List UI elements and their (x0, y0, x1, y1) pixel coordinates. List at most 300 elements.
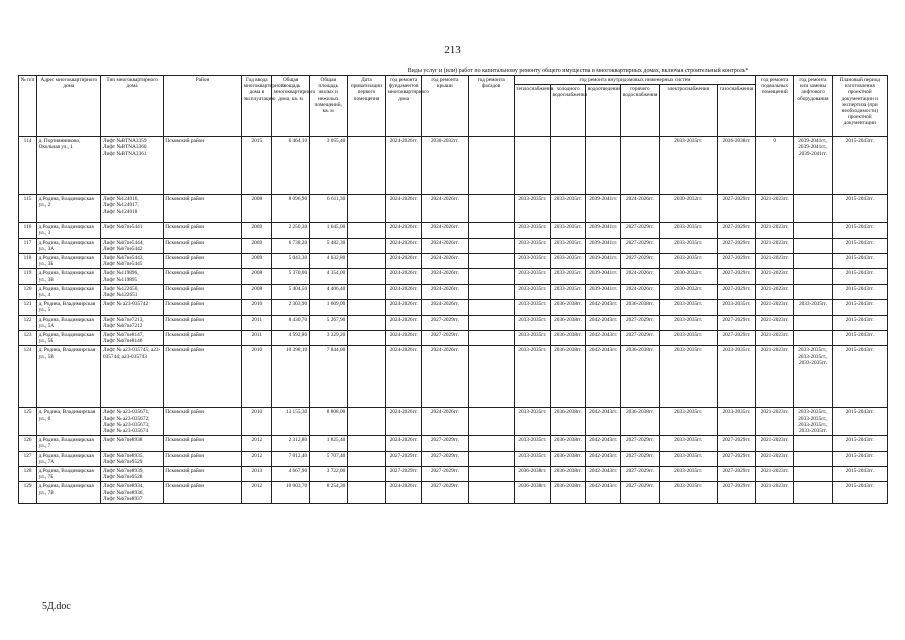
cell-addr: д.Родина, Владимирская ул., 7В (37, 482, 101, 504)
cell-year: 2015 (242, 137, 272, 195)
cell-res: 4 406,40 (309, 284, 347, 299)
cell-hot: 2024-2026гг. (621, 269, 659, 284)
cell-gas: 2027-2029гг. (717, 284, 755, 299)
cell-total: 2 303,90 (272, 300, 309, 315)
cell-hot: 2027-2029гг. (621, 451, 659, 466)
cell-hot: 2027-2029гг. (621, 223, 659, 238)
cell-base: 2021-2023гг. (756, 269, 794, 284)
cell-total: 10 003,70 (272, 482, 309, 504)
cell-sewer: 2042-2043гг. (586, 436, 621, 451)
capital-repair-table (18, 75, 888, 504)
cell-addr: д. Портнянниково, Окольная ул., 1 (37, 137, 101, 195)
cell-district: Псковский район (163, 284, 241, 299)
cell-fund: 2024-2026гг. (386, 284, 422, 299)
cell-district: Псковский район (163, 408, 241, 436)
cell-lift (794, 331, 832, 346)
cell-gas: 2036-2038гг. (717, 137, 755, 195)
cell-sewer: 2042-2043гг. (586, 331, 621, 346)
cell-n: 124 (19, 346, 37, 408)
table-row (19, 346, 888, 408)
cell-cold (550, 137, 585, 195)
cell-roof: 2024-2026гг. (422, 284, 468, 299)
cell-year: 2011 (242, 331, 272, 346)
cell-base: 2021-2023гг. (756, 254, 794, 269)
cell-addr: д. Родина, Владимирская ул., 6 (37, 408, 101, 436)
cell-hot: 2036-2038гг. (621, 346, 659, 408)
cell-year: 2010 (242, 408, 272, 436)
cell-facade (468, 223, 514, 238)
cell-gas: 2033-2035гг. (717, 346, 755, 408)
cell-total: 2 312,80 (272, 436, 309, 451)
cell-addr: д.Родина, Владимирская ул., 7 (37, 436, 101, 451)
header-sewer: водоотведения (586, 85, 621, 137)
table-row (19, 451, 888, 466)
cell-addr: д.Родина, Владимирская ул., 5Б (37, 331, 101, 346)
cell-facade (468, 346, 514, 408)
cell-district: Псковский район (163, 238, 241, 253)
cell-year: 2009 (242, 223, 272, 238)
cell-lift: 2033-2035гг., 2033-2035гг., 2033-2035гг., 2033-2035гг. (794, 408, 832, 436)
cell-n: 121 (19, 300, 37, 315)
cell-heat (514, 137, 550, 195)
cell-facade (468, 315, 514, 330)
cell-res: 3 329,20 (309, 331, 347, 346)
cell-res: 7 844,00 (309, 346, 347, 408)
cell-n: 129 (19, 482, 37, 504)
cell-res: 5 707,40 (309, 451, 347, 466)
cell-cold: 2033-2035гг. (550, 284, 585, 299)
cell-facade (468, 300, 514, 315)
cell-cold: 2036-2038гг. (550, 482, 585, 504)
cell-base: 2021-2023гг. (756, 331, 794, 346)
cell-cold: 2036-2038гг. (550, 300, 585, 315)
cell-hot: 2027-2029гг. (621, 315, 659, 330)
cell-addr: д.Родина, Владимирская ул., 7А (37, 451, 101, 466)
cell-lift: 2033-2035гг., 2033-2035гг., 2033-2035гг. (794, 346, 832, 408)
cell-priv (347, 269, 385, 284)
header-privatization: Дата приватизации первого помещения (347, 76, 385, 137)
cell-res: 8 808,00 (309, 408, 347, 436)
cell-type: Лифт №b7ne8934, Лифт №b7ne8936, Лифт №b7ne8937 (101, 482, 163, 504)
cell-total: 10 398,10 (272, 346, 309, 408)
cell-priv (347, 467, 385, 482)
cell-base: 2021-2023гг. (756, 300, 794, 315)
cell-n: 123 (19, 331, 37, 346)
cell-n: 116 (19, 223, 37, 238)
cell-el: 2033-2035гг. (659, 300, 717, 315)
table-row (19, 195, 888, 223)
cell-n: 120 (19, 284, 37, 299)
cell-cold: 2036-2038гг. (550, 331, 585, 346)
cell-roof: 2027-2029гг. (422, 331, 468, 346)
table-row (19, 331, 888, 346)
cell-cold: 2033-2035гг. (550, 195, 585, 223)
cell-type: Лифт №119896, Лифт №119895 (101, 269, 163, 284)
cell-design: 2015-2043гг. (832, 346, 887, 408)
cell-facade (468, 467, 514, 482)
cell-type: Лифт №b7ne5443, Лифт №b7ne5445 (101, 254, 163, 269)
cell-cold: 2033-2035гг. (550, 223, 585, 238)
cell-district: Псковский район (163, 482, 241, 504)
cell-el: 2033-2035гг. (659, 331, 717, 346)
cell-year: 2009 (242, 238, 272, 253)
cell-el: 2033-2035гг. (659, 315, 717, 330)
cell-district: Псковский район (163, 315, 241, 330)
cell-type: Лифт № а23-035742 (101, 300, 163, 315)
cell-sewer: 2039-2041гг. (586, 254, 621, 269)
cell-facade (468, 451, 514, 466)
cell-n: 126 (19, 436, 37, 451)
cell-cold: 2036-2038гг. (550, 451, 585, 466)
cell-design: 2015-2043гг. (832, 238, 887, 253)
cell-lift (794, 284, 832, 299)
cell-design: 2015-2043гг. (832, 269, 887, 284)
cell-roof: 2027-2029гг. (422, 315, 468, 330)
cell-facade (468, 408, 514, 436)
cell-priv (347, 482, 385, 504)
cell-district: Псковский район (163, 269, 241, 284)
header-district: Район (163, 76, 241, 137)
cell-heat: 2036-2038гг. (514, 482, 550, 504)
cell-priv (347, 315, 385, 330)
cell-design: 2015-2043гг. (832, 331, 887, 346)
cell-roof: 2024-2026гг. (422, 269, 468, 284)
cell-sewer: 2042-2043гг. (586, 467, 621, 482)
cell-hot: 2027-2029гг. (621, 238, 659, 253)
cell-n: 117 (19, 238, 37, 253)
cell-roof: 2024-2026гг. (422, 300, 468, 315)
cell-heat: 2033-2035гг. (514, 451, 550, 466)
cell-type: Лифт №b7ne8938 (101, 436, 163, 451)
cell-type: Лифт №b7ne5444, Лифт №b7ne5442 (101, 238, 163, 253)
cell-facade (468, 331, 514, 346)
cell-el: 2033-2035гг. (659, 137, 717, 195)
cell-addr: д.Родина, Владимирская ул., 3 (37, 223, 101, 238)
cell-base: 2021-2023гг. (756, 223, 794, 238)
cell-addr: д.Родина, Владимирская ул., 2 (37, 195, 101, 223)
table-row (19, 254, 888, 269)
cell-lift: 2033-2035гг. (794, 300, 832, 315)
cell-design: 2015-2043гг. (832, 284, 887, 299)
cell-fund: 2024-2026гг. (386, 223, 422, 238)
cell-heat: 2033-2035гг. (514, 408, 550, 436)
cell-year: 2010 (242, 346, 272, 408)
table-row (19, 315, 888, 330)
cell-cold: 2036-2038гг. (550, 346, 585, 408)
cell-lift: 2039-2041гг., 2039-2041гг., 2039-2041гг. (794, 137, 832, 195)
cell-total: 5 404,50 (272, 284, 309, 299)
cell-gas: 2027-2029гг. (717, 436, 755, 451)
header-heat: теплоснабжения (514, 85, 550, 137)
header-num: № п/п (19, 76, 37, 137)
header-hot: горячего водоснабжения (621, 85, 659, 137)
cell-year: 2012 (242, 451, 272, 466)
cell-roof: 2024-2026гг. (422, 238, 468, 253)
cell-year: 2009 (242, 254, 272, 269)
table-row (19, 238, 888, 253)
cell-sewer (586, 137, 621, 195)
cell-design: 2015-2043гг. (832, 408, 887, 436)
cell-hot: 2027-2029гг. (621, 436, 659, 451)
cell-cold: 2036-2038гг. (550, 467, 585, 482)
cell-n: 118 (19, 254, 37, 269)
cell-district: Псковский район (163, 223, 241, 238)
cell-res: 1 825,40 (309, 436, 347, 451)
cell-fund: 2024-2026гг. (386, 331, 422, 346)
cell-design: 2015-2043гг. (832, 451, 887, 466)
cell-priv (347, 284, 385, 299)
table-row (19, 137, 888, 195)
cell-res: 8 254,30 (309, 482, 347, 504)
cell-fund: 2024-2026гг. (386, 238, 422, 253)
cell-lift (794, 254, 832, 269)
cell-roof: 2027-2029гг. (422, 467, 468, 482)
cell-roof: 2024-2026гг. (422, 254, 468, 269)
cell-el: 2030-2032гг. (659, 195, 717, 223)
cell-priv (347, 195, 385, 223)
cell-cold: 2036-2038гг. (550, 436, 585, 451)
cell-cold: 2033-2035гг. (550, 238, 585, 253)
cell-base: 2021-2023гг. (756, 315, 794, 330)
cell-addr: д.Родина, Владимирская ул., 3А (37, 238, 101, 253)
cell-design: 2015-2043гг. (832, 195, 887, 223)
cell-base: 2021-2023гг. (756, 346, 794, 408)
cell-el: 2030-2032гг. (659, 284, 717, 299)
cell-total: 6 464,10 (272, 137, 309, 195)
cell-hot: 2024-2026гг. (621, 195, 659, 223)
cell-cold: 2033-2035гг. (550, 269, 585, 284)
table-row (19, 467, 888, 482)
cell-heat: 2033-2035гг. (514, 223, 550, 238)
cell-addr: д.Родина, Владимирская ул., 3В (37, 269, 101, 284)
cell-gas: 2033-2035гг. (717, 300, 755, 315)
cell-hot: 2027-2029гг. (621, 467, 659, 482)
cell-priv (347, 331, 385, 346)
cell-year: 2012 (242, 482, 272, 504)
cell-district: Псковский район (163, 137, 241, 195)
cell-heat: 2033-2035гг. (514, 315, 550, 330)
cell-heat: 2036-2038гг. (514, 467, 550, 482)
cell-total: 7 012,40 (272, 451, 309, 466)
cell-el: 2033-2035гг. (659, 482, 717, 504)
header-elevator: год ремонта или замены лифтового оборудования (794, 76, 832, 137)
cell-priv (347, 451, 385, 466)
cell-sewer: 2042-2043гг. (586, 482, 621, 504)
cell-gas: 2027-2029гг. (717, 315, 755, 330)
cell-priv (347, 223, 385, 238)
cell-total: 5 370,00 (272, 269, 309, 284)
cell-el: 2033-2035гг. (659, 451, 717, 466)
cell-base: 2021-2023гг. (756, 284, 794, 299)
cell-gas: 2027-2029гг. (717, 451, 755, 466)
cell-fund: 2027-2029гг. (386, 467, 422, 482)
cell-total: 8 430,70 (272, 315, 309, 330)
cell-design: 2015-2043гг. (832, 223, 887, 238)
table-caption: Виды услуг и (или) работ по капитальному ремонту общего имущества в многоквартирных домах, включая строительный контроль* (407, 68, 749, 74)
cell-sewer: 2042-2043гг. (586, 408, 621, 436)
cell-year: 2008 (242, 269, 272, 284)
cell-design: 2015-2043гг. (832, 315, 887, 330)
cell-type: Лифт №b7ne8935, Лифт №b7ne9529 (101, 451, 163, 466)
header-residential-area: Общая площадь жилых и нежилых помещений, кв. м (309, 76, 347, 137)
cell-n: 127 (19, 451, 37, 466)
cell-res: 4 354,00 (309, 269, 347, 284)
cell-n: 119 (19, 269, 37, 284)
cell-priv (347, 346, 385, 408)
cell-year: 2013 (242, 467, 272, 482)
cell-roof: 2024-2026гг. (422, 223, 468, 238)
cell-gas: 2027-2029гг. (717, 195, 755, 223)
cell-district: Псковский район (163, 451, 241, 466)
cell-total: 4 667,90 (272, 467, 309, 482)
cell-lift (794, 482, 832, 504)
cell-base: 2021-2023гг. (756, 451, 794, 466)
cell-district: Псковский район (163, 195, 241, 223)
cell-total: 8 096,90 (272, 195, 309, 223)
cell-base: 2021-2023гг. (756, 467, 794, 482)
cell-addr: д. Родина, Владимирская ул., 5 (37, 300, 101, 315)
cell-lift (794, 451, 832, 466)
cell-district: Псковский район (163, 300, 241, 315)
cell-roof: 2027-2029гг. (422, 482, 468, 504)
header-type: Тип многоквартирного дома (101, 76, 163, 137)
cell-n: 115 (19, 195, 37, 223)
cell-type: Лифт №b7ne8939, Лифт №b7ne9528 (101, 467, 163, 482)
cell-roof: 2027-2029гг. (422, 451, 468, 466)
header-total-area: Общая площадь многоквартирного дома, кв. м (272, 76, 309, 137)
cell-sewer: 2039-2041гг. (586, 238, 621, 253)
cell-lift (794, 315, 832, 330)
footer-filename: 5Д.doc (42, 601, 71, 612)
cell-sewer: 2042-2043гг. (586, 300, 621, 315)
cell-heat: 2033-2035гг. (514, 436, 550, 451)
cell-base: 2021-2023гг. (756, 408, 794, 436)
cell-type: Лифт №122650, Лифт №122651 (101, 284, 163, 299)
cell-sewer: 2042-2043гг. (586, 315, 621, 330)
cell-type: Лифт №124016, Лифт №124017, Лифт №124018 (101, 195, 163, 223)
header-cold: холодного водоснабжения (550, 85, 585, 137)
header-fund: год ремонта фундаментов многоквартирного дома (386, 76, 422, 137)
cell-hot: 2036-2038гг. (621, 408, 659, 436)
cell-lift (794, 238, 832, 253)
cell-fund: 2024-2026гг. (386, 346, 422, 408)
cell-total: 13 155,30 (272, 408, 309, 436)
cell-el: 2033-2035гг. (659, 254, 717, 269)
cell-year: 2012 (242, 436, 272, 451)
table-row (19, 284, 888, 299)
cell-total: 2 250,30 (272, 223, 309, 238)
cell-addr: д.Родина, Владимирская ул., 4 (37, 284, 101, 299)
header-electric: электроснабжения (659, 85, 717, 137)
cell-priv (347, 137, 385, 195)
cell-priv (347, 300, 385, 315)
cell-total: 4 592,80 (272, 331, 309, 346)
cell-fund: 2024-2026гг. (386, 300, 422, 315)
cell-cold: 2033-2035гг. (550, 254, 585, 269)
header-year: Год ввода многоквартирного дома в эксплуатацию (242, 76, 272, 137)
cell-design: 2015-2043гг. (832, 436, 887, 451)
cell-heat: 2033-2035гг. (514, 254, 550, 269)
cell-sewer: 2042-2043гг. (586, 346, 621, 408)
cell-cold: 2036-2038гг. (550, 315, 585, 330)
cell-type: Лифт № а23-035671; Лифт № а23-035672; Лифт № а23-035673; Лифт № а23-035674 (101, 408, 163, 436)
cell-hot: 2024-2026гг. (621, 284, 659, 299)
cell-facade (468, 254, 514, 269)
cell-hot: 2027-2029гг. (621, 254, 659, 269)
cell-lift (794, 223, 832, 238)
cell-gas: 2027-2029гг. (717, 331, 755, 346)
table-row (19, 300, 888, 315)
cell-type: Лифт №b7ne7213, Лифт №b7ne7212 (101, 315, 163, 330)
cell-base: 0 (756, 137, 794, 195)
cell-gas: 2027-2029гг. (717, 238, 755, 253)
cell-year: 2010 (242, 300, 272, 315)
cell-facade (468, 269, 514, 284)
cell-sewer: 2039-2041гг. (586, 284, 621, 299)
cell-gas: 2027-2029гг. (717, 254, 755, 269)
cell-res: 4 032,80 (309, 254, 347, 269)
cell-roof: 2030-2032гг. (422, 137, 468, 195)
cell-n: 125 (19, 408, 37, 436)
cell-type: Лифт №BTNA3359 Лифт №BTNA3360 Лифт №BTNA3361 (101, 137, 163, 195)
cell-res: 3 055,40 (309, 137, 347, 195)
cell-hot: 2036-2038гг. (621, 300, 659, 315)
cell-lift (794, 269, 832, 284)
cell-hot: 2027-2029гг. (621, 482, 659, 504)
cell-fund: 2024-2026гг. (386, 137, 422, 195)
cell-facade (468, 195, 514, 223)
cell-design: 2015-2043гг. (832, 482, 887, 504)
page-number: 213 (444, 44, 461, 56)
cell-lift (794, 195, 832, 223)
table-row (19, 223, 888, 238)
cell-priv (347, 408, 385, 436)
cell-year: 2008 (242, 195, 272, 223)
cell-type: Лифт №b7ne5441 (101, 223, 163, 238)
cell-design: 2015-2043гг. (832, 300, 887, 315)
cell-hot: 2027-2029гг. (621, 331, 659, 346)
header-gas: газоснабжения (717, 85, 755, 137)
cell-type: Лифт № а23-035745; а23-035744; а23-035743 (101, 346, 163, 408)
cell-fund: 2024-2026гг. (386, 269, 422, 284)
cell-res: 5 267,90 (309, 315, 347, 330)
cell-sewer: 2042-2043гг. (586, 451, 621, 466)
cell-addr: д.Родина, Владимирская ул., 7Б (37, 467, 101, 482)
header-facade: год ремонта фасадов (468, 76, 514, 137)
cell-gas: 2033-2035гг. (717, 408, 755, 436)
cell-addr: д. Родина, Владимирская ул., 5В (37, 346, 101, 408)
cell-district: Псковский район (163, 436, 241, 451)
header-address: Адрес многоквартирного дома (37, 76, 101, 137)
header-roof: год ремонта крыши (422, 76, 468, 137)
cell-n: 114 (19, 137, 37, 195)
cell-fund: 2024-2026гг. (386, 436, 422, 451)
cell-district: Псковский район (163, 346, 241, 408)
cell-base: 2021-2023гг. (756, 482, 794, 504)
cell-facade (468, 137, 514, 195)
cell-total: 5 043,30 (272, 254, 309, 269)
cell-heat: 2033-2035гг. (514, 284, 550, 299)
cell-lift (794, 436, 832, 451)
cell-el: 2033-2035гг. (659, 223, 717, 238)
cell-year: 2011 (242, 315, 272, 330)
header-basement: год ремонта подвальных помещений (756, 76, 794, 137)
cell-el: 2033-2035гг. (659, 346, 717, 408)
cell-heat: 2033-2035гг. (514, 331, 550, 346)
cell-sewer: 2039-2041гг. (586, 269, 621, 284)
cell-res: 3 722,00 (309, 467, 347, 482)
cell-heat: 2033-2035гг. (514, 238, 550, 253)
